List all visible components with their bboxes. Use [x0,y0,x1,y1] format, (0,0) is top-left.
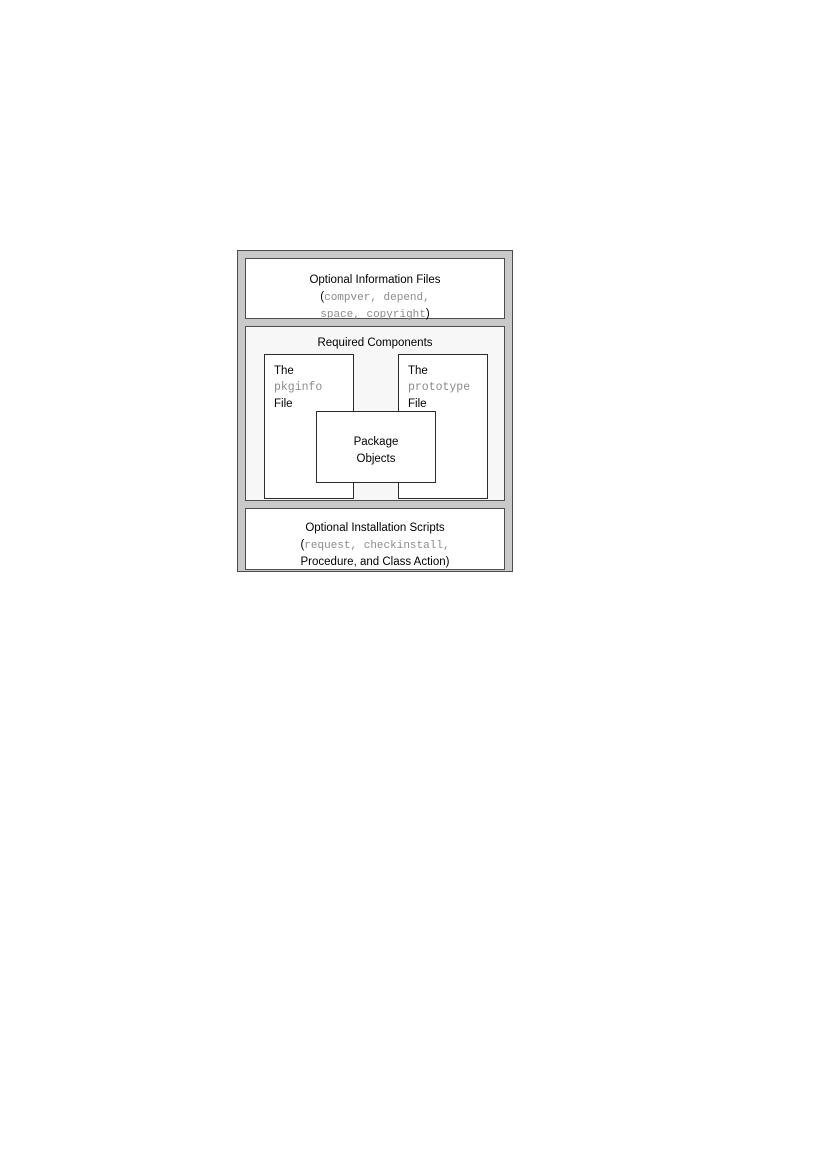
paren-open: ( [320,290,325,303]
package-objects-line1: Package [353,436,399,448]
optional-information-files-panel [245,258,505,319]
prototype-token: prototype [408,380,471,394]
scripts-separator-2: , [442,539,450,552]
optional-installation-scripts-heading: Optional Installation Scripts [305,522,445,534]
scripts-separator-1: , [350,539,364,552]
optional-installation-scripts-panel [245,508,505,570]
pkginfo-line1: The [274,365,294,377]
required-components-panel [245,326,505,501]
package-contents-diagram [237,250,513,572]
package-objects-box [316,411,436,483]
separator-2: , [423,291,430,304]
checkinstall-token: checkinstall [363,539,443,552]
prototype-line3: File [408,398,427,410]
separator-3: , [353,309,367,321]
package-objects-line2: Objects [356,452,396,465]
paren-close: ) [425,308,430,320]
compver-token: compver [324,291,371,304]
optional-installation-scripts-line2 [246,537,504,555]
optional-installation-scripts-line3: Procedure, and Class Action) [300,556,450,568]
pkginfo-line3: File [274,398,293,410]
pkginfo-token: pkginfo [274,380,323,394]
prototype-line1: The [408,365,428,377]
request-token: request [304,539,351,552]
required-components-heading: Required Components [317,337,433,349]
scripts-paren-open: ( [300,538,305,551]
depend-token: depend [383,291,424,304]
optional-information-files-line3 [246,306,504,324]
separator-1: , [370,291,384,304]
optional-information-files-line2 [246,289,504,307]
copyright-token: copyright [366,309,426,321]
optional-information-files-heading: Optional Information Files [309,274,441,286]
space-token: space [320,309,354,321]
